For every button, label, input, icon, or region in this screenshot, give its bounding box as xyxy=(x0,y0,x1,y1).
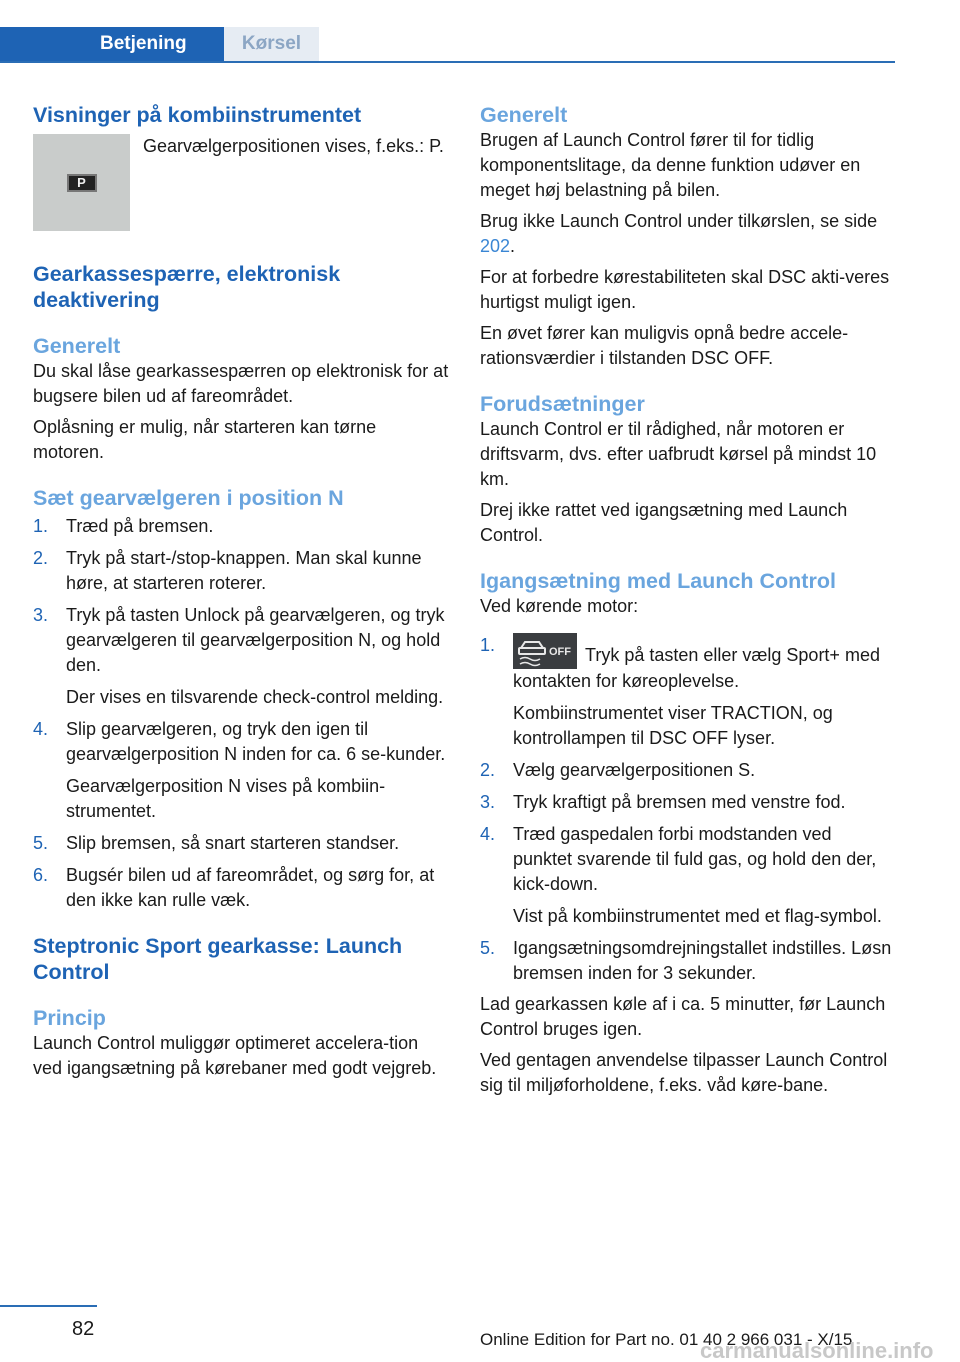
gear-display-text: Gearvælgerpositionen vises, f.eks.: P. xyxy=(143,136,444,156)
gear-p-icon xyxy=(67,174,97,192)
step-number: 1. xyxy=(480,635,496,655)
list-item xyxy=(33,603,451,710)
tab-betjening[interactable]: Betjening xyxy=(0,27,224,61)
right-paragraph-1: Brugen af Launch Control fører til for tidlig komponentslitage, da denne funktion udøver en meget høj belastning på bilen. xyxy=(480,130,861,200)
watermark: carmanualsonline.info xyxy=(700,1338,934,1362)
step-note: Vist på kombiinstrumentet med et flag-symbol. xyxy=(513,906,882,926)
step-number: 5. xyxy=(480,938,496,958)
step-number: 2. xyxy=(33,548,49,568)
list-item xyxy=(33,514,451,539)
general-paragraph-1: Du skal låse gearkassespærren op elektronisk for at bugsere bilen ud af fareområdet. xyxy=(33,361,449,406)
step-number: 5. xyxy=(33,833,49,853)
tab-korsel[interactable]: Kørsel xyxy=(224,27,319,61)
step-text xyxy=(513,633,894,694)
step-text: Bugsér bilen ud af fareområdet, og sørg for, at den ikke kan rulle væk. xyxy=(66,865,435,910)
general-heading: Generelt xyxy=(33,334,121,358)
right-general-heading: Generelt xyxy=(480,103,568,127)
set-neutral-heading: Sæt gearvælgeren i position N xyxy=(33,486,344,510)
start-heading: Igangsætning med Launch Control xyxy=(480,569,836,593)
list-item xyxy=(33,863,451,913)
left-column xyxy=(33,102,451,1081)
step-text: Træd gaspedalen forbi modstanden ved punktet svarende til fuld gas, og hold den der, kick-down. xyxy=(513,824,877,894)
dsc-off-icon xyxy=(513,633,577,669)
right-paragraph-3: For at forbedre kørestabiliteten skal DSC akti-veres hurtigst muligt igen. xyxy=(480,267,890,312)
svg-text:OFF: OFF xyxy=(549,646,571,658)
launch-steps xyxy=(480,633,894,986)
step-text: Slip bremsen, så snart starteren standser. xyxy=(66,833,400,853)
step-number: 1. xyxy=(33,516,49,536)
start-intro: Ved kørende motor: xyxy=(480,596,639,616)
step-note: Kombiinstrumentet viser TRACTION, og kontrollampen til DSC OFF lyser. xyxy=(513,703,833,748)
gear-display-row xyxy=(33,134,451,231)
step-text-content: Tryk på tasten eller vælg Sport+ med kontakten for køreoplevelse. xyxy=(513,645,880,691)
step-text: Igangsætningsomdrejningstallet indstilles. Løsn bremsen inden for 3 sekunder. xyxy=(513,938,892,983)
general-paragraph-2: Oplåsning er mulig, når starteren kan tørne motoren. xyxy=(33,417,377,462)
p2-end: . xyxy=(510,236,516,256)
display-heading: Visninger på kombiinstrumentet xyxy=(33,103,362,127)
list-item xyxy=(33,717,451,824)
step-text: Slip gearvælgeren, og tryk den igen til gearvælgerposition N inden for ca. 6 se-kunder. xyxy=(66,719,446,764)
list-item xyxy=(33,831,451,856)
list-item xyxy=(33,546,451,596)
launch-heading: Steptronic Sport gearkasse: Launch Control xyxy=(33,934,403,984)
step-text: Tryk på start-/stop-knappen. Man skal kunne høre, at starteren roterer. xyxy=(66,548,422,593)
end-paragraph-1: Lad gearkassen køle af i ca. 5 minutter, før Launch Control bruges igen. xyxy=(480,994,886,1039)
principle-heading: Princip xyxy=(33,1006,106,1030)
step-text: Tryk på tasten Unlock på gearvælgeren, og tryk gearvælgeren til gearvælgerposition N, og hold den. xyxy=(66,605,445,675)
footer-rule xyxy=(0,1305,97,1307)
header-tabs xyxy=(0,27,895,63)
step-number: 3. xyxy=(33,605,49,625)
step-number: 3. xyxy=(480,792,496,812)
principle-paragraph: Launch Control muliggør optimeret accelera-tion ved igangsætning på kørebaner med godt vejgreb. xyxy=(33,1033,437,1078)
right-column xyxy=(480,102,894,1098)
step-number: 4. xyxy=(33,719,49,739)
step-number: 4. xyxy=(480,824,496,844)
step-note: Der vises en tilsvarende check-control melding. xyxy=(66,687,444,707)
step-text: Tryk kraftigt på bremsen med venstre fod. xyxy=(513,792,846,812)
prereq-heading: Forudsætninger xyxy=(480,392,645,416)
step-note: Gearvælgerposition N vises på kombiin-strumentet. xyxy=(66,776,386,821)
gear-display-image xyxy=(33,134,130,231)
right-paragraph-2 xyxy=(480,209,894,259)
page-link-202[interactable]: 202 xyxy=(480,236,511,256)
right-paragraph-4: En øvet fører kan muligvis opnå bedre accele-rationsværdier i tilstanden DSC OFF. xyxy=(480,323,849,368)
prereq-paragraph-2: Drej ikke rattet ved igangsætning med Launch Control. xyxy=(480,500,848,545)
p2-text: Brug ikke Launch Control under tilkørslen, se side xyxy=(480,211,878,231)
list-item xyxy=(480,633,894,751)
end-paragraph-2: Ved gentagen anvendelse tilpasser Launch Control sig til miljøforholdene, f.eks. våd køre-bane. xyxy=(480,1050,888,1095)
list-item xyxy=(480,936,894,986)
set-neutral-steps xyxy=(33,514,451,913)
prereq-paragraph-1: Launch Control er til rådighed, når motoren er driftsvarm, dvs. efter uafbrudt kørsel på mindst 10 km. xyxy=(480,419,877,489)
edition-text: Online Edition for Part no. 01 40 2 966 031 - X/15 xyxy=(480,1330,853,1349)
page-number: 82 xyxy=(72,1318,95,1340)
step-text: Træd på bremsen. xyxy=(66,516,214,536)
gear-letter: P xyxy=(77,175,86,190)
lock-heading: Gearkassespærre, elektronisk deaktivering xyxy=(33,262,341,312)
step-number: 2. xyxy=(480,760,496,780)
list-item xyxy=(480,758,894,783)
step-text: Vælg gearvælgerpositionen S. xyxy=(513,760,756,780)
step-number: 6. xyxy=(33,865,49,885)
list-item xyxy=(480,790,894,815)
list-item xyxy=(480,822,894,929)
